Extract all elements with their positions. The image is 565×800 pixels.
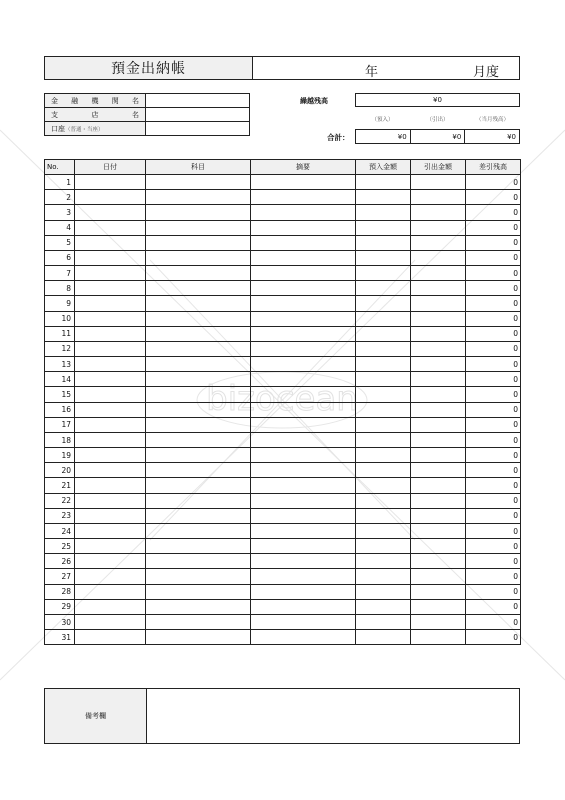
description-cell[interactable] bbox=[251, 402, 356, 417]
description-cell[interactable] bbox=[251, 508, 356, 523]
withdraw-cell[interactable] bbox=[411, 493, 466, 508]
deposit-cell[interactable] bbox=[356, 402, 411, 417]
withdraw-cell[interactable] bbox=[411, 311, 466, 326]
account-label: 口座 （普通・当座） bbox=[45, 122, 146, 135]
total-withdraw: ¥0 bbox=[411, 130, 466, 143]
balance-cell: 0 bbox=[466, 523, 521, 538]
withdraw-cell[interactable] bbox=[411, 539, 466, 554]
row-number: 29 bbox=[45, 599, 75, 614]
account-cell[interactable] bbox=[146, 523, 251, 538]
date-cell[interactable] bbox=[75, 569, 146, 584]
balance-cell: 0 bbox=[466, 175, 521, 190]
date-cell[interactable] bbox=[75, 266, 146, 281]
col-date-header: 日付 bbox=[75, 160, 146, 175]
account-cell[interactable] bbox=[146, 508, 251, 523]
account-cell[interactable] bbox=[146, 357, 251, 372]
withdraw-cell[interactable] bbox=[411, 326, 466, 341]
row-number: 18 bbox=[45, 432, 75, 447]
deposit-cell[interactable] bbox=[356, 630, 411, 645]
deposit-cell[interactable] bbox=[356, 341, 411, 356]
deposit-cell[interactable] bbox=[356, 508, 411, 523]
balance-cell: 0 bbox=[466, 235, 521, 250]
table-row bbox=[45, 584, 521, 599]
account-cell[interactable] bbox=[146, 387, 251, 402]
withdraw-cell[interactable] bbox=[411, 357, 466, 372]
carryover-value[interactable]: ¥0 bbox=[355, 93, 520, 107]
description-cell[interactable] bbox=[251, 175, 356, 190]
balance-cell: 0 bbox=[466, 220, 521, 235]
deposit-cell[interactable] bbox=[356, 554, 411, 569]
deposit-cell[interactable] bbox=[356, 599, 411, 614]
date-cell[interactable] bbox=[75, 220, 146, 235]
account-cell[interactable] bbox=[146, 630, 251, 645]
row-number: 12 bbox=[45, 341, 75, 356]
month-balance-note: （当月残高） bbox=[475, 117, 509, 123]
totals-row bbox=[355, 129, 520, 144]
table-row bbox=[45, 281, 521, 296]
table-row bbox=[45, 296, 521, 311]
col-account-header: 科目 bbox=[146, 160, 251, 175]
withdraw-cell[interactable] bbox=[411, 448, 466, 463]
date-cell[interactable] bbox=[75, 402, 146, 417]
description-cell[interactable] bbox=[251, 326, 356, 341]
date-cell[interactable] bbox=[75, 281, 146, 296]
month-label: 月度 bbox=[473, 65, 500, 80]
table-row bbox=[45, 478, 521, 493]
bank-name-label: 金 融 機 関 名 bbox=[45, 94, 146, 107]
deposit-cell[interactable] bbox=[356, 478, 411, 493]
deposit-cell[interactable] bbox=[356, 175, 411, 190]
row-number: 14 bbox=[45, 372, 75, 387]
col-withdraw-header: 引出金額 bbox=[411, 160, 466, 175]
deposit-cell[interactable] bbox=[356, 539, 411, 554]
balance-cell: 0 bbox=[466, 417, 521, 432]
row-number: 1 bbox=[45, 175, 75, 190]
period-field[interactable] bbox=[253, 57, 519, 79]
date-cell[interactable] bbox=[75, 554, 146, 569]
deposit-cell[interactable] bbox=[356, 250, 411, 265]
date-cell[interactable] bbox=[75, 341, 146, 356]
date-cell[interactable] bbox=[75, 448, 146, 463]
deposit-cell[interactable] bbox=[356, 235, 411, 250]
total-balance: ¥0 bbox=[507, 132, 517, 141]
deposit-cell[interactable] bbox=[356, 493, 411, 508]
table-row bbox=[45, 402, 521, 417]
balance-cell: 0 bbox=[466, 250, 521, 265]
date-cell[interactable] bbox=[75, 205, 146, 220]
remarks-field[interactable] bbox=[147, 689, 519, 743]
deposit-cell[interactable] bbox=[356, 266, 411, 281]
row-number: 13 bbox=[45, 357, 75, 372]
withdraw-cell[interactable] bbox=[411, 630, 466, 645]
description-cell[interactable] bbox=[251, 432, 356, 447]
table-row bbox=[45, 523, 521, 538]
row-number: 11 bbox=[45, 326, 75, 341]
deposit-cell[interactable] bbox=[356, 281, 411, 296]
balance-cell: 0 bbox=[466, 630, 521, 645]
balance-cell: 0 bbox=[466, 508, 521, 523]
row-number: 2 bbox=[45, 190, 75, 205]
withdraw-cell[interactable] bbox=[411, 281, 466, 296]
description-cell[interactable] bbox=[251, 554, 356, 569]
description-cell[interactable] bbox=[251, 478, 356, 493]
date-cell[interactable] bbox=[75, 630, 146, 645]
table-row bbox=[45, 205, 521, 220]
watermark-text: bizocean bbox=[206, 379, 358, 419]
balance-cell: 0 bbox=[466, 205, 521, 220]
deposit-cell[interactable] bbox=[356, 296, 411, 311]
table-row bbox=[45, 630, 521, 645]
account-cell[interactable] bbox=[146, 463, 251, 478]
withdraw-cell[interactable] bbox=[411, 341, 466, 356]
account-cell[interactable] bbox=[146, 266, 251, 281]
withdraw-cell[interactable] bbox=[411, 190, 466, 205]
withdraw-cell[interactable] bbox=[411, 205, 466, 220]
date-cell[interactable] bbox=[75, 614, 146, 629]
balance-cell: 0 bbox=[466, 311, 521, 326]
date-cell[interactable] bbox=[75, 478, 146, 493]
date-cell[interactable] bbox=[75, 311, 146, 326]
row-number: 25 bbox=[45, 539, 75, 554]
description-cell[interactable] bbox=[251, 190, 356, 205]
balance-cell: 0 bbox=[466, 614, 521, 629]
col-balance-header: 差引残高 bbox=[466, 160, 521, 175]
account-cell[interactable] bbox=[146, 417, 251, 432]
col-no-header: No. bbox=[45, 160, 75, 175]
balance-cell: 0 bbox=[466, 387, 521, 402]
bank-row bbox=[45, 94, 249, 108]
branch-row bbox=[45, 108, 249, 122]
deposit-cell[interactable] bbox=[356, 584, 411, 599]
row-number: 17 bbox=[45, 417, 75, 432]
table-row bbox=[45, 311, 521, 326]
balance-cell: 0 bbox=[466, 266, 521, 281]
description-cell[interactable] bbox=[251, 584, 356, 599]
balance-cell: 0 bbox=[466, 190, 521, 205]
balance-cell: 0 bbox=[466, 296, 521, 311]
withdraw-cell[interactable] bbox=[411, 614, 466, 629]
withdraw-cell[interactable] bbox=[411, 508, 466, 523]
deposit-note: （預入） bbox=[371, 117, 394, 123]
table-row bbox=[45, 432, 521, 447]
deposit-cell[interactable] bbox=[356, 357, 411, 372]
row-number: 24 bbox=[45, 523, 75, 538]
balance-cell: 0 bbox=[466, 569, 521, 584]
withdraw-cell[interactable] bbox=[411, 402, 466, 417]
row-number: 30 bbox=[45, 614, 75, 629]
balance-cell: 0 bbox=[466, 448, 521, 463]
balance-cell: 0 bbox=[466, 539, 521, 554]
remarks-box bbox=[44, 688, 520, 744]
date-cell[interactable] bbox=[75, 326, 146, 341]
balance-cell: 0 bbox=[466, 372, 521, 387]
table-row bbox=[45, 417, 521, 432]
date-cell[interactable] bbox=[75, 432, 146, 447]
balance-cell: 0 bbox=[466, 478, 521, 493]
description-cell[interactable] bbox=[251, 311, 356, 326]
remarks-label: 備考欄 bbox=[45, 689, 147, 743]
row-number: 6 bbox=[45, 250, 75, 265]
row-number: 31 bbox=[45, 630, 75, 645]
balance-cell: 0 bbox=[466, 357, 521, 372]
table-row bbox=[45, 387, 521, 402]
account-cell[interactable] bbox=[146, 341, 251, 356]
withdraw-cell[interactable] bbox=[411, 584, 466, 599]
withdraw-cell[interactable] bbox=[411, 432, 466, 447]
deposit-cell[interactable] bbox=[356, 205, 411, 220]
table-row bbox=[45, 569, 521, 584]
balance-cell: 0 bbox=[466, 341, 521, 356]
description-cell[interactable] bbox=[251, 220, 356, 235]
balance-cell: 0 bbox=[466, 281, 521, 296]
account-cell[interactable] bbox=[146, 281, 251, 296]
date-cell[interactable] bbox=[75, 235, 146, 250]
date-cell[interactable] bbox=[75, 175, 146, 190]
account-cell[interactable] bbox=[146, 372, 251, 387]
withdraw-cell[interactable] bbox=[411, 417, 466, 432]
account-cell[interactable] bbox=[146, 539, 251, 554]
row-number: 27 bbox=[45, 569, 75, 584]
row-number: 26 bbox=[45, 554, 75, 569]
branch-name-label: 支 店 名 bbox=[45, 108, 146, 121]
account-cell[interactable] bbox=[146, 175, 251, 190]
date-cell[interactable] bbox=[75, 493, 146, 508]
table-row bbox=[45, 599, 521, 614]
withdraw-cell[interactable] bbox=[411, 569, 466, 584]
account-cell[interactable] bbox=[146, 205, 251, 220]
table-row bbox=[45, 250, 521, 265]
table-row bbox=[45, 190, 521, 205]
date-cell[interactable] bbox=[75, 584, 146, 599]
deposit-cell[interactable] bbox=[356, 387, 411, 402]
date-cell[interactable] bbox=[75, 508, 146, 523]
table-row bbox=[45, 493, 521, 508]
table-row bbox=[45, 220, 521, 235]
table-row bbox=[45, 448, 521, 463]
row-number: 9 bbox=[45, 296, 75, 311]
row-number: 8 bbox=[45, 281, 75, 296]
account-cell[interactable] bbox=[146, 235, 251, 250]
account-cell[interactable] bbox=[146, 584, 251, 599]
description-cell[interactable] bbox=[251, 235, 356, 250]
account-cell[interactable] bbox=[146, 311, 251, 326]
table-row bbox=[45, 326, 521, 341]
description-cell[interactable] bbox=[251, 493, 356, 508]
date-cell[interactable] bbox=[75, 417, 146, 432]
row-number: 7 bbox=[45, 266, 75, 281]
balance-cell: 0 bbox=[466, 326, 521, 341]
withdraw-cell[interactable] bbox=[411, 372, 466, 387]
account-cell[interactable] bbox=[146, 599, 251, 614]
description-cell[interactable] bbox=[251, 614, 356, 629]
deposit-cell[interactable] bbox=[356, 569, 411, 584]
description-cell[interactable] bbox=[251, 266, 356, 281]
bank-info-table bbox=[44, 93, 250, 136]
year-label: 年 bbox=[365, 65, 379, 80]
table-row bbox=[45, 463, 521, 478]
date-cell[interactable] bbox=[75, 250, 146, 265]
withdraw-cell[interactable] bbox=[411, 175, 466, 190]
row-number: 22 bbox=[45, 493, 75, 508]
balance-cell: 0 bbox=[466, 493, 521, 508]
description-cell[interactable] bbox=[251, 387, 356, 402]
ledger-header-row bbox=[45, 160, 521, 175]
withdraw-cell[interactable] bbox=[411, 387, 466, 402]
description-cell[interactable] bbox=[251, 372, 356, 387]
col-description-header: 摘要 bbox=[251, 160, 356, 175]
description-cell[interactable] bbox=[251, 569, 356, 584]
account-cell[interactable] bbox=[146, 569, 251, 584]
title-bar bbox=[44, 56, 520, 80]
deposit-cell[interactable] bbox=[356, 432, 411, 447]
date-cell[interactable] bbox=[75, 539, 146, 554]
col-deposit-header: 預入金額 bbox=[356, 160, 411, 175]
withdraw-note: （引出） bbox=[426, 117, 449, 123]
table-row bbox=[45, 235, 521, 250]
withdraw-cell[interactable] bbox=[411, 463, 466, 478]
date-cell[interactable] bbox=[75, 523, 146, 538]
row-number: 23 bbox=[45, 508, 75, 523]
date-cell[interactable] bbox=[75, 357, 146, 372]
description-cell[interactable] bbox=[251, 630, 356, 645]
table-row bbox=[45, 614, 521, 629]
account-cell[interactable] bbox=[146, 402, 251, 417]
total-deposit: ¥0 bbox=[356, 130, 411, 143]
account-cell[interactable] bbox=[146, 190, 251, 205]
account-cell[interactable] bbox=[146, 250, 251, 265]
description-cell[interactable] bbox=[251, 296, 356, 311]
withdraw-cell[interactable] bbox=[411, 220, 466, 235]
table-row bbox=[45, 372, 521, 387]
table-row bbox=[45, 266, 521, 281]
withdraw-cell[interactable] bbox=[411, 296, 466, 311]
deposit-cell[interactable] bbox=[356, 311, 411, 326]
deposit-cell[interactable] bbox=[356, 220, 411, 235]
account-cell[interactable] bbox=[146, 432, 251, 447]
row-number: 19 bbox=[45, 448, 75, 463]
withdraw-cell[interactable] bbox=[411, 266, 466, 281]
ledger-table bbox=[44, 159, 521, 645]
account-type-note: （普通・当座） bbox=[65, 126, 104, 133]
row-number: 10 bbox=[45, 311, 75, 326]
table-row bbox=[45, 341, 521, 356]
row-number: 16 bbox=[45, 402, 75, 417]
description-cell[interactable] bbox=[251, 357, 356, 372]
date-cell[interactable] bbox=[75, 296, 146, 311]
withdraw-cell[interactable] bbox=[411, 523, 466, 538]
account-cell[interactable] bbox=[146, 448, 251, 463]
bank-name-field[interactable] bbox=[146, 94, 249, 107]
row-number: 4 bbox=[45, 220, 75, 235]
balance-cell: 0 bbox=[466, 599, 521, 614]
date-cell[interactable] bbox=[75, 372, 146, 387]
balance-cell: 0 bbox=[466, 554, 521, 569]
description-cell[interactable] bbox=[251, 205, 356, 220]
page-title: 預金出納帳 bbox=[45, 57, 253, 79]
description-cell[interactable] bbox=[251, 539, 356, 554]
deposit-cell[interactable] bbox=[356, 417, 411, 432]
description-cell[interactable] bbox=[251, 250, 356, 265]
withdraw-cell[interactable] bbox=[411, 250, 466, 265]
date-cell[interactable] bbox=[75, 387, 146, 402]
date-cell[interactable] bbox=[75, 599, 146, 614]
table-row bbox=[45, 175, 521, 190]
description-cell[interactable] bbox=[251, 281, 356, 296]
account-cell[interactable] bbox=[146, 220, 251, 235]
date-cell[interactable] bbox=[75, 463, 146, 478]
account-cell[interactable] bbox=[146, 326, 251, 341]
account-cell[interactable] bbox=[146, 493, 251, 508]
row-number: 5 bbox=[45, 235, 75, 250]
table-row bbox=[45, 539, 521, 554]
withdraw-cell[interactable] bbox=[411, 599, 466, 614]
description-cell[interactable] bbox=[251, 599, 356, 614]
account-cell[interactable] bbox=[146, 614, 251, 629]
deposit-cell[interactable] bbox=[356, 523, 411, 538]
branch-name-field[interactable] bbox=[146, 108, 249, 121]
deposit-cell[interactable] bbox=[356, 190, 411, 205]
description-cell[interactable] bbox=[251, 463, 356, 478]
withdraw-cell[interactable] bbox=[411, 235, 466, 250]
description-cell[interactable] bbox=[251, 417, 356, 432]
table-row bbox=[45, 508, 521, 523]
deposit-cell[interactable] bbox=[356, 463, 411, 478]
deposit-cell[interactable] bbox=[356, 614, 411, 629]
account-field[interactable] bbox=[146, 122, 249, 135]
table-row bbox=[45, 357, 521, 372]
balance-cell: 0 bbox=[466, 584, 521, 599]
balance-cell: 0 bbox=[466, 402, 521, 417]
withdraw-cell[interactable] bbox=[411, 554, 466, 569]
account-cell[interactable] bbox=[146, 296, 251, 311]
carryover-label: 繰越残高 bbox=[300, 97, 328, 105]
account-row bbox=[45, 122, 249, 135]
total-label: 合計： bbox=[327, 133, 350, 142]
row-number: 20 bbox=[45, 463, 75, 478]
deposit-cell[interactable] bbox=[356, 448, 411, 463]
description-cell[interactable] bbox=[251, 341, 356, 356]
row-number: 3 bbox=[45, 205, 75, 220]
deposit-cell[interactable] bbox=[356, 372, 411, 387]
account-cell[interactable] bbox=[146, 554, 251, 569]
balance-cell: 0 bbox=[466, 463, 521, 478]
table-row bbox=[45, 554, 521, 569]
description-cell[interactable] bbox=[251, 523, 356, 538]
row-number: 15 bbox=[45, 387, 75, 402]
balance-cell: 0 bbox=[466, 432, 521, 447]
description-cell[interactable] bbox=[251, 448, 356, 463]
row-number: 28 bbox=[45, 584, 75, 599]
withdraw-cell[interactable] bbox=[411, 478, 466, 493]
date-cell[interactable] bbox=[75, 190, 146, 205]
row-number: 21 bbox=[45, 478, 75, 493]
account-cell[interactable] bbox=[146, 478, 251, 493]
deposit-cell[interactable] bbox=[356, 326, 411, 341]
